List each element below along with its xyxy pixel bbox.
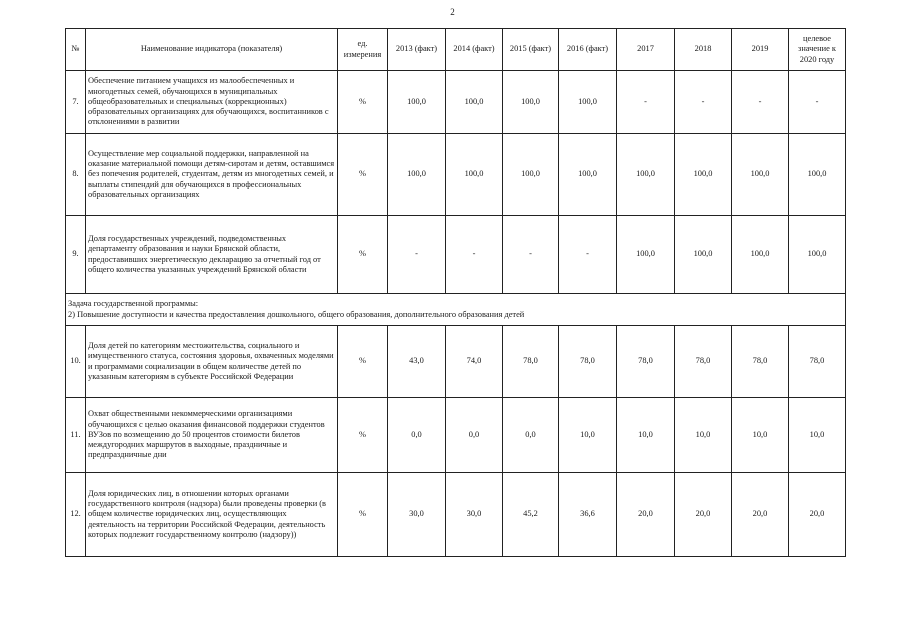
value-2014: 74,0: [446, 326, 503, 398]
value-2019: 100,0: [732, 216, 789, 294]
value-2016: 100,0: [559, 71, 617, 134]
header-2015: 2015 (факт): [503, 29, 559, 71]
task-cell: [66, 294, 846, 326]
header-2018: 2018: [675, 29, 732, 71]
value-2015: 100,0: [503, 71, 559, 134]
task-row: [66, 294, 846, 326]
value-2017: 20,0: [617, 473, 675, 557]
table-row: [66, 326, 846, 398]
unit-cell: %: [338, 134, 388, 216]
value-2014: 30,0: [446, 473, 503, 557]
value-2015: -: [503, 216, 559, 294]
value-2013: 30,0: [388, 473, 446, 557]
row-number: 11.: [66, 398, 86, 473]
value-2015: 0,0: [503, 398, 559, 473]
indicator-name: Доля государственных учреждений, подведомственных департаменту образования и науки Брянской области, предоставивших энергетическую декларацию за отчетный год от общего количества указанных учреждений Брянской области: [86, 216, 338, 294]
header-2016: 2016 (факт): [559, 29, 617, 71]
value-2018: 100,0: [675, 216, 732, 294]
header-num: №: [66, 29, 86, 71]
value-2018: 100,0: [675, 134, 732, 216]
value-2013: -: [388, 216, 446, 294]
header-2013: 2013 (факт): [388, 29, 446, 71]
task-heading: Задача государственной программы:: [68, 299, 199, 309]
value-2014: -: [446, 216, 503, 294]
value-2015: 45,2: [503, 473, 559, 557]
row-number: 9.: [66, 216, 86, 294]
value-2019: 78,0: [732, 326, 789, 398]
value-2016: 36,6: [559, 473, 617, 557]
value-2013: 100,0: [388, 71, 446, 134]
value-2015: 100,0: [503, 134, 559, 216]
value-2016: 78,0: [559, 326, 617, 398]
value-target: 100,0: [789, 216, 846, 294]
value-2016: -: [559, 216, 617, 294]
task-description: 2) Повышение доступности и качества предоставления дошкольного, общего образования, дополнительного образования детей: [68, 309, 525, 319]
header-name: Наименование индикатора (показателя): [86, 29, 338, 71]
table-row: [66, 71, 846, 134]
value-target: 78,0: [789, 326, 846, 398]
indicator-name: Доля детей по категориям местожительства, социального и имущественного статуса, состояния здоровья, охваченных моделями и программами социализации в общем количестве детей по указанным категориям в субъекте Российской Федерации: [86, 326, 338, 398]
value-target: 20,0: [789, 473, 846, 557]
value-2014: 100,0: [446, 134, 503, 216]
value-2016: 10,0: [559, 398, 617, 473]
value-2015: 78,0: [503, 326, 559, 398]
header-unit: ед. измерения: [338, 29, 388, 71]
header-target: целевое значение к 2020 году: [789, 29, 846, 71]
value-2014: 0,0: [446, 398, 503, 473]
value-target: 10,0: [789, 398, 846, 473]
row-number: 8.: [66, 134, 86, 216]
value-2018: 20,0: [675, 473, 732, 557]
indicator-name: Обеспечение питанием учащихся из малообеспеченных и многодетных семей, обучающихся в муниципальных общеобразовательных и специальных (коррекционных) образовательных организациях для обучающихся, воспитанников с отклонениями в развитии: [86, 71, 338, 134]
row-number: 12.: [66, 473, 86, 557]
value-2019: -: [732, 71, 789, 134]
header-2019: 2019: [732, 29, 789, 71]
indicators-table: [65, 28, 846, 557]
table-row: [66, 216, 846, 294]
unit-cell: %: [338, 326, 388, 398]
row-number: 7.: [66, 71, 86, 134]
indicator-name: Охват общественными некоммерческими организациями обучающихся с целью оказания финансовой поддержки студентов ВУЗов по возмещению до 50 процентов стоимости билетов междугородних маршрутов в выходные, праздничные и предпраздничные дни: [86, 398, 338, 473]
table-row: [66, 134, 846, 216]
value-2017: 78,0: [617, 326, 675, 398]
unit-cell: %: [338, 398, 388, 473]
page-number: 2: [450, 7, 455, 17]
value-2017: -: [617, 71, 675, 134]
row-number: 10.: [66, 326, 86, 398]
value-2018: 10,0: [675, 398, 732, 473]
value-2019: 20,0: [732, 473, 789, 557]
value-2014: 100,0: [446, 71, 503, 134]
value-2013: 0,0: [388, 398, 446, 473]
value-2013: 100,0: [388, 134, 446, 216]
table-row: [66, 473, 846, 557]
header-2017: 2017: [617, 29, 675, 71]
value-2019: 100,0: [732, 134, 789, 216]
value-target: 100,0: [789, 134, 846, 216]
table-header-row: [66, 29, 846, 71]
header-2014: 2014 (факт): [446, 29, 503, 71]
indicator-name: Доля юридических лиц, в отношении которых органами государственного контроля (надзора) были проведены проверки (в общем количестве юридических лиц, осуществляющих деятельность на территории Российской Федерации, деятельность которых подлежит государственному контролю (надзору)): [86, 473, 338, 557]
table-row: [66, 398, 846, 473]
value-2018: 78,0: [675, 326, 732, 398]
indicator-name: Осуществление мер социальной поддержки, направленной на оказание материальной помощи детям-сиротам и детям, оставшимся без попечения родителей, студентам, детям из многодетных семей, и выплаты стипендий для обучающихся в профессиональных образовательных организациях: [86, 134, 338, 216]
value-2017: 100,0: [617, 134, 675, 216]
unit-cell: %: [338, 216, 388, 294]
value-2019: 10,0: [732, 398, 789, 473]
value-2017: 10,0: [617, 398, 675, 473]
value-2018: -: [675, 71, 732, 134]
unit-cell: %: [338, 71, 388, 134]
value-2013: 43,0: [388, 326, 446, 398]
value-2016: 100,0: [559, 134, 617, 216]
unit-cell: %: [338, 473, 388, 557]
value-target: -: [789, 71, 846, 134]
value-2017: 100,0: [617, 216, 675, 294]
